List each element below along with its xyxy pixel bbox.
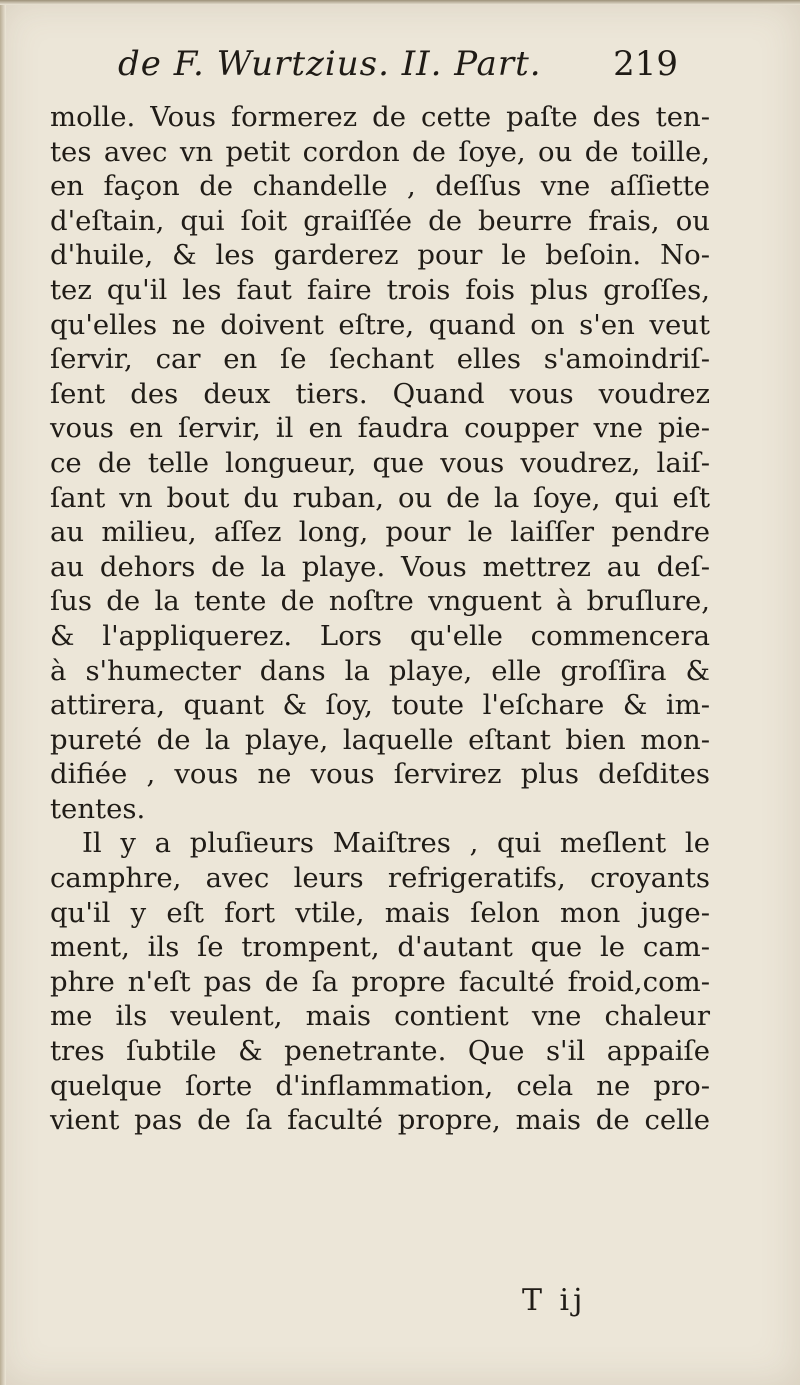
text-line: pureté de la playe, laquelle eſtant bien mon- bbox=[50, 723, 710, 756]
text-line: camphre, avec leurs refrigeratifs, croyants bbox=[50, 862, 710, 895]
text-line: quelque ſorte d'inflammation, cela ne pro- bbox=[50, 1069, 710, 1102]
text-line: à s'humecter dans la playe, elle groſſira & bbox=[50, 654, 710, 687]
running-head bbox=[118, 44, 678, 84]
text-line: qu'elles ne doivent eſtre, quand on s'en veut bbox=[50, 308, 710, 341]
signature-mark: T ij bbox=[522, 1283, 587, 1318]
text-line: vient pas de ſa faculté propre, mais de celle bbox=[50, 1104, 710, 1137]
body-text bbox=[50, 100, 710, 1138]
text-line: attirera, quant & ſoy, toute l'eſchare & im- bbox=[50, 689, 710, 722]
page-edge-left bbox=[0, 0, 6, 1385]
text-line: tez qu'il les faut faire trois fois plus groſſes, bbox=[50, 273, 710, 306]
text-line: ſus de la tente de noſtre vnguent à bruſlure, bbox=[50, 585, 710, 618]
text-line: en façon de chandelle , deſſus vne aſſiette bbox=[50, 170, 710, 203]
text-line: tes avec vn petit cordon de ſoye, ou de toille, bbox=[50, 135, 710, 168]
text-line: ſent des deux tiers. Quand vous voudrez bbox=[50, 377, 710, 410]
text-line: tres ſubtile & penetrante. Que s'il appaiſe bbox=[50, 1035, 710, 1068]
text-line: au dehors de la playe. Vous mettrez au deſ- bbox=[50, 550, 710, 583]
text-line: phre n'eſt pas de ſa propre faculté froid,com- bbox=[50, 965, 710, 998]
text-line: qu'il y eſt fort vtile, mais ſelon mon juge- bbox=[50, 896, 710, 929]
text-line: ce de telle longueur, que vous voudrez, laiſ- bbox=[50, 446, 710, 479]
text-line: ment, ils ſe trompent, d'autant que le cam- bbox=[50, 931, 710, 964]
text-line: au milieu, aſſez long, pour le laiſſer pendre bbox=[50, 516, 710, 549]
text-line: d'huile, & les garderez pour le beſoin. No- bbox=[50, 239, 710, 272]
page-number: 219 bbox=[613, 44, 678, 84]
text-line: tentes. bbox=[50, 792, 146, 825]
text-line: ſervir, car en ſe ſechant elles s'amoindriſ- bbox=[50, 343, 710, 376]
text-line: Il y a pluſieurs Maiſtres , qui meſlent le bbox=[82, 827, 710, 860]
text-line: me ils veulent, mais contient vne chaleur bbox=[50, 1000, 710, 1033]
text-line: molle. Vous formerez de cette paſte des ten- bbox=[50, 101, 710, 133]
text-line: d'eſtain, qui ſoit graiſſée de beurre frais, ou bbox=[50, 204, 710, 237]
text-line: & l'appliquerez. Lors qu'elle commencera bbox=[50, 619, 710, 652]
text-line: ſant vn bout du ruban, ou de la ſoye, qui eſt bbox=[50, 481, 710, 514]
running-head-title: de F. Wurtzius. II. Part. bbox=[118, 44, 542, 84]
text-line: vous en ſervir, il en faudra coupper vne pie- bbox=[50, 412, 710, 445]
page-edge-top bbox=[0, 0, 800, 5]
text-line: difiée , vous ne vous ſervirez plus deſdites bbox=[50, 758, 710, 791]
